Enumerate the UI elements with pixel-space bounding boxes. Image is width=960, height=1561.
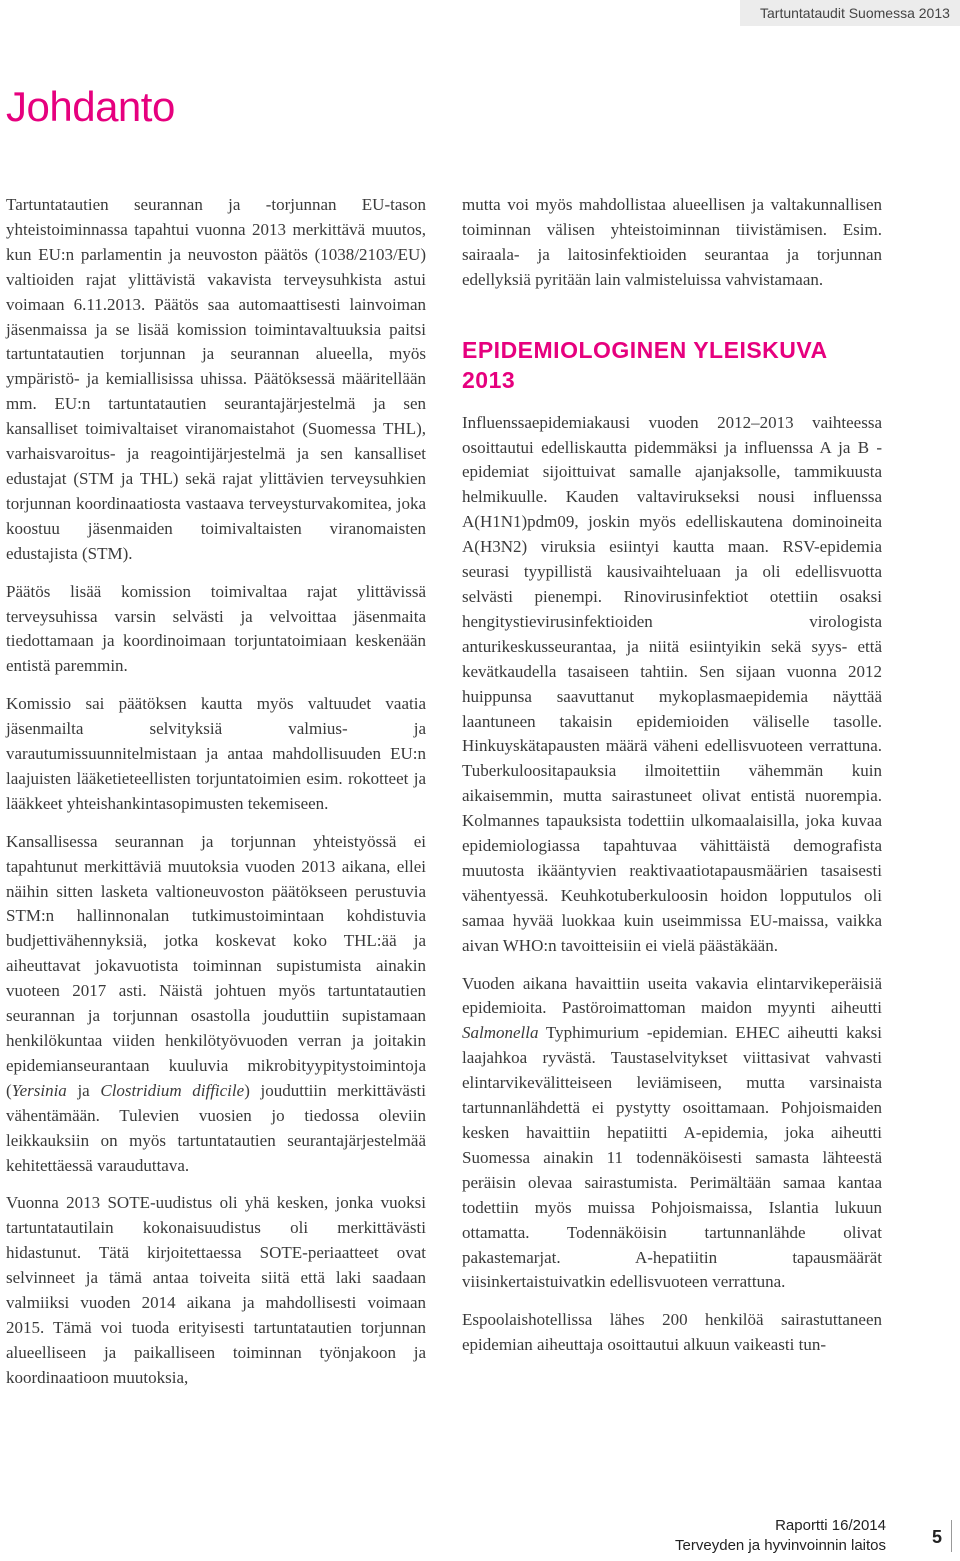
text-span: Vuoden aikana havaittiin useita vakavia elintarvikeperäisiä epidemioita. Pastöroimattoman maidon myynti aiheutti [462, 973, 882, 1018]
paragraph: Vuonna 2013 SOTE-uudistus oli yhä kesken, jonka vuoksi tartuntatautilain kokonaisuudistus oli merkittävästi hidastunut. Tätä kirjoitettaessa SOTE-periaatteet ovat selvinneet ja tämä antaa toiveita siitä että laki saadaan valmiiksi vuoden 2014 aikana ja mahdollisesti voimaan 2015. Tämä voi tuoda erityisesti tartuntatautien torjunnan alueelliseen ja paikalliseen toiminnan työnjakoon ja koordinaatioon muutoksia, [6, 1193, 426, 1387]
text-span: ) jouduttiin merkittävästi vähentämään. Tulevien vuosien jo tiedossa oleviin leikkauksiin on myös tartuntatautien seurantajärjestelmää kehitettäessä varauduttava. [6, 1080, 427, 1175]
page-title: Johdanto [6, 83, 175, 130]
paragraph: mutta voi myös mahdollistaa alueellisen ja valtakunnallisen toiminnan välisen yhteistoiminnan tiivistämisen. Esim. sairaala- ja laitosinfektioiden seurantaa ja torjunnan edellyksiä pyritään lain valmisteluissa vahvistamaan. [462, 195, 882, 289]
text-span: Kansallisessa seurannan ja torjunnan yhteistyössä ei tapahtunut merkittäviä muutoksia vuoden 2013 aikana, ellei näihin sitten lasketa valtioneuvoston päätökseen perustuvia STM:n hallinnonalan tutkimustoimintaan kohdistuvia budjettivähennyksiä, jotka koskevat koko THL:ää ja aiheuttavat jokavuotista toiminnan supistumista ainakin vuoteen 2017 asti. Näistä johtuen myös tartuntatautien seurannan ja torjunnan osastolla jouduttiin supistamaan henkilökuntaa viiden henkilötyövuoden verran ja joitakin epidemianseurantaan kuuluvia mikrobityypitystoimintoja ( [6, 831, 426, 1100]
paragraph: Komissio sai päätöksen kautta myös valtuudet vaatia jäsenmailta selvityksiä valmius- ja varautumissuunnitelmistaan ja antaa mahdollisuuden EU:n laajuisten lääketieteellisten torjuntatoimien esim. rokotteet ja lääkkeet yhteishankintasopimusten tekemiseen. [6, 694, 426, 813]
section-heading: EPIDEMIOLOGINEN YLEISKUVA 2013 [462, 336, 827, 393]
paragraph: Espoolaishotellissa lähes 200 henkilöä sairastuttaneen epidemian aiheuttaja osoittautui alkuun vaikeasti tun- [462, 1310, 882, 1355]
paragraph: Tartuntatautien seurannan ja -torjunnan EU-tason yhteistoiminnassa tapahtui vuonna 2013 merkittävä muutos, kun EU:n parlamentin ja neuvoston päätös (1038/2103/EU) valtioiden rajat ylittävistä vakavista terveysuhkista astui voimaan 6.11.2013. Päätös saa automaattisesti lainvoiman jäsenmaissa ja se lisää komission toimintavaltuuksia paitsi tartuntatautien torjunnan ja seurannan alueella, myös ympäristö- ja kemiallisissa uhissa. Päätöksessä määritellään mm. EU:n tartuntatautien seurantajärjestelmä ja sen kansalliset toimivaltaiset viranomaistahot (Suomessa THL), varhaisvaroitus- ja reagointijärjestelmä ja sen kansalliset edustajat (STM ja THL) sekä rajat ylittävien terveysuhkien torjunnan koordinaatiosta vastaava terveysturvakomitea, joka koostuu jäsenmaiden toimivaltaisten viranomaisten edustajista (STM). [6, 195, 426, 563]
footer [675, 1516, 886, 1556]
report-number: Raportti 16/2014 [775, 1517, 886, 1534]
paragraph: Päätös lisää komission toimivaltaa rajat ylittävissä terveysuhissa varsin selvästi ja velvoittaa jäsenmaita tiedottamaan ja koordinoimaan torjuntatoimiaan keskenään entistä paremmin. [6, 581, 426, 676]
italic-term: Yersinia [11, 1080, 67, 1100]
text-span: Typhimurium -epidemian. EHEC aiheutti kaksi laajahkoa ryvästä. Taustaselvitykset viittasivat vahvasti elintarvikevälitteiseen leviämiseen, mutta varsinaista tartunnanlähdettä ei pystytty osoittamaan. Pohjoismaiden kesken havaittiin hepatiitti A-epidemia, joka aiheutti Suomessa ainakin 11 todennäköisesti samasta lähteestä peräisin olevaa sairastumista. Perimältään samaa kantaa todettiin myös muissa Pohjoismaissa, Islantia lukuun ottamatta. Todennäköisin tartunnanlähde olivat pakastemarjat. A-hepatiitin tapausmäärät viisinkertaistuivatkin edellisvuoteen verrattuna. [462, 1023, 882, 1292]
publisher-name: Terveyden ja hyvinvoinnin laitos [675, 1537, 886, 1554]
page-number-divider [951, 1520, 952, 1552]
running-title: Tartuntataudit Suomessa 2013 [760, 5, 950, 21]
running-header [740, 0, 960, 26]
paragraph [462, 972, 882, 1296]
left-column [6, 193, 426, 1404]
right-column [462, 193, 882, 1371]
italic-term: Clostridium difficile [100, 1080, 245, 1100]
italic-term: Salmonella [462, 1023, 539, 1043]
paragraph: Influenssaepidemiakausi vuoden 2012–2013 vaihteessa osoittautui edelliskautta pidemmäksi ja influenssa A ja B -epidemiat sijoittuivat samalle ajanjaksolle, tammikuusta helmikuulle. Kauden valtavirukseksi nousi influenssa A(H1N1)pdm09, joskin myös edelliskautena dominoineita A(H3N2) viruksia esiintyi kautta maan. RSV-epidemia seurasi tyypillistä kausivaihteluaan ja oli edellisvuotta selvästi pienempi. Rinovirusinfektiot otettiin osaksi hengitystievirusinfektioiden virologista anturikeskusseurantaa, ja niitä esiintyikin sekä syys- että kevätkaudella tasaiseen tahtiin. Sen sijaan vuonna 2012 huippunsa saavuttanut mykoplasmaepidemia näyttää laantuneen takaisin epidemioiden väliselle tasolle. Hinkuyskätapausten määrä väheni edellisvuoteen verrattuna. Tuberkuloositapauksia ilmoitettiin vähemmän kuin aikaisemmin, mutta sairastuneet olivat entistä nuorempia. Kolmannes tapauksista todettiin ulkomaalaisilla, joka kuvaa epidemiologiassa tapahtuvaa vähittäistä demografista muutosta ikääntyvien reaktivaatiotapausmäärien tasaisesti vähentyessä. Keuhkotuberkuloosin hoidon lopputulos oli samaa hyvää luokkaa kuin useimmissa EU-maissa, vaikka aivan WHO:n tavoitteisiin ei vielä päästäkään. [462, 412, 882, 955]
page-number: 5 [931, 1527, 942, 1547]
paragraph [6, 830, 426, 1179]
text-span: ja [66, 1080, 101, 1100]
